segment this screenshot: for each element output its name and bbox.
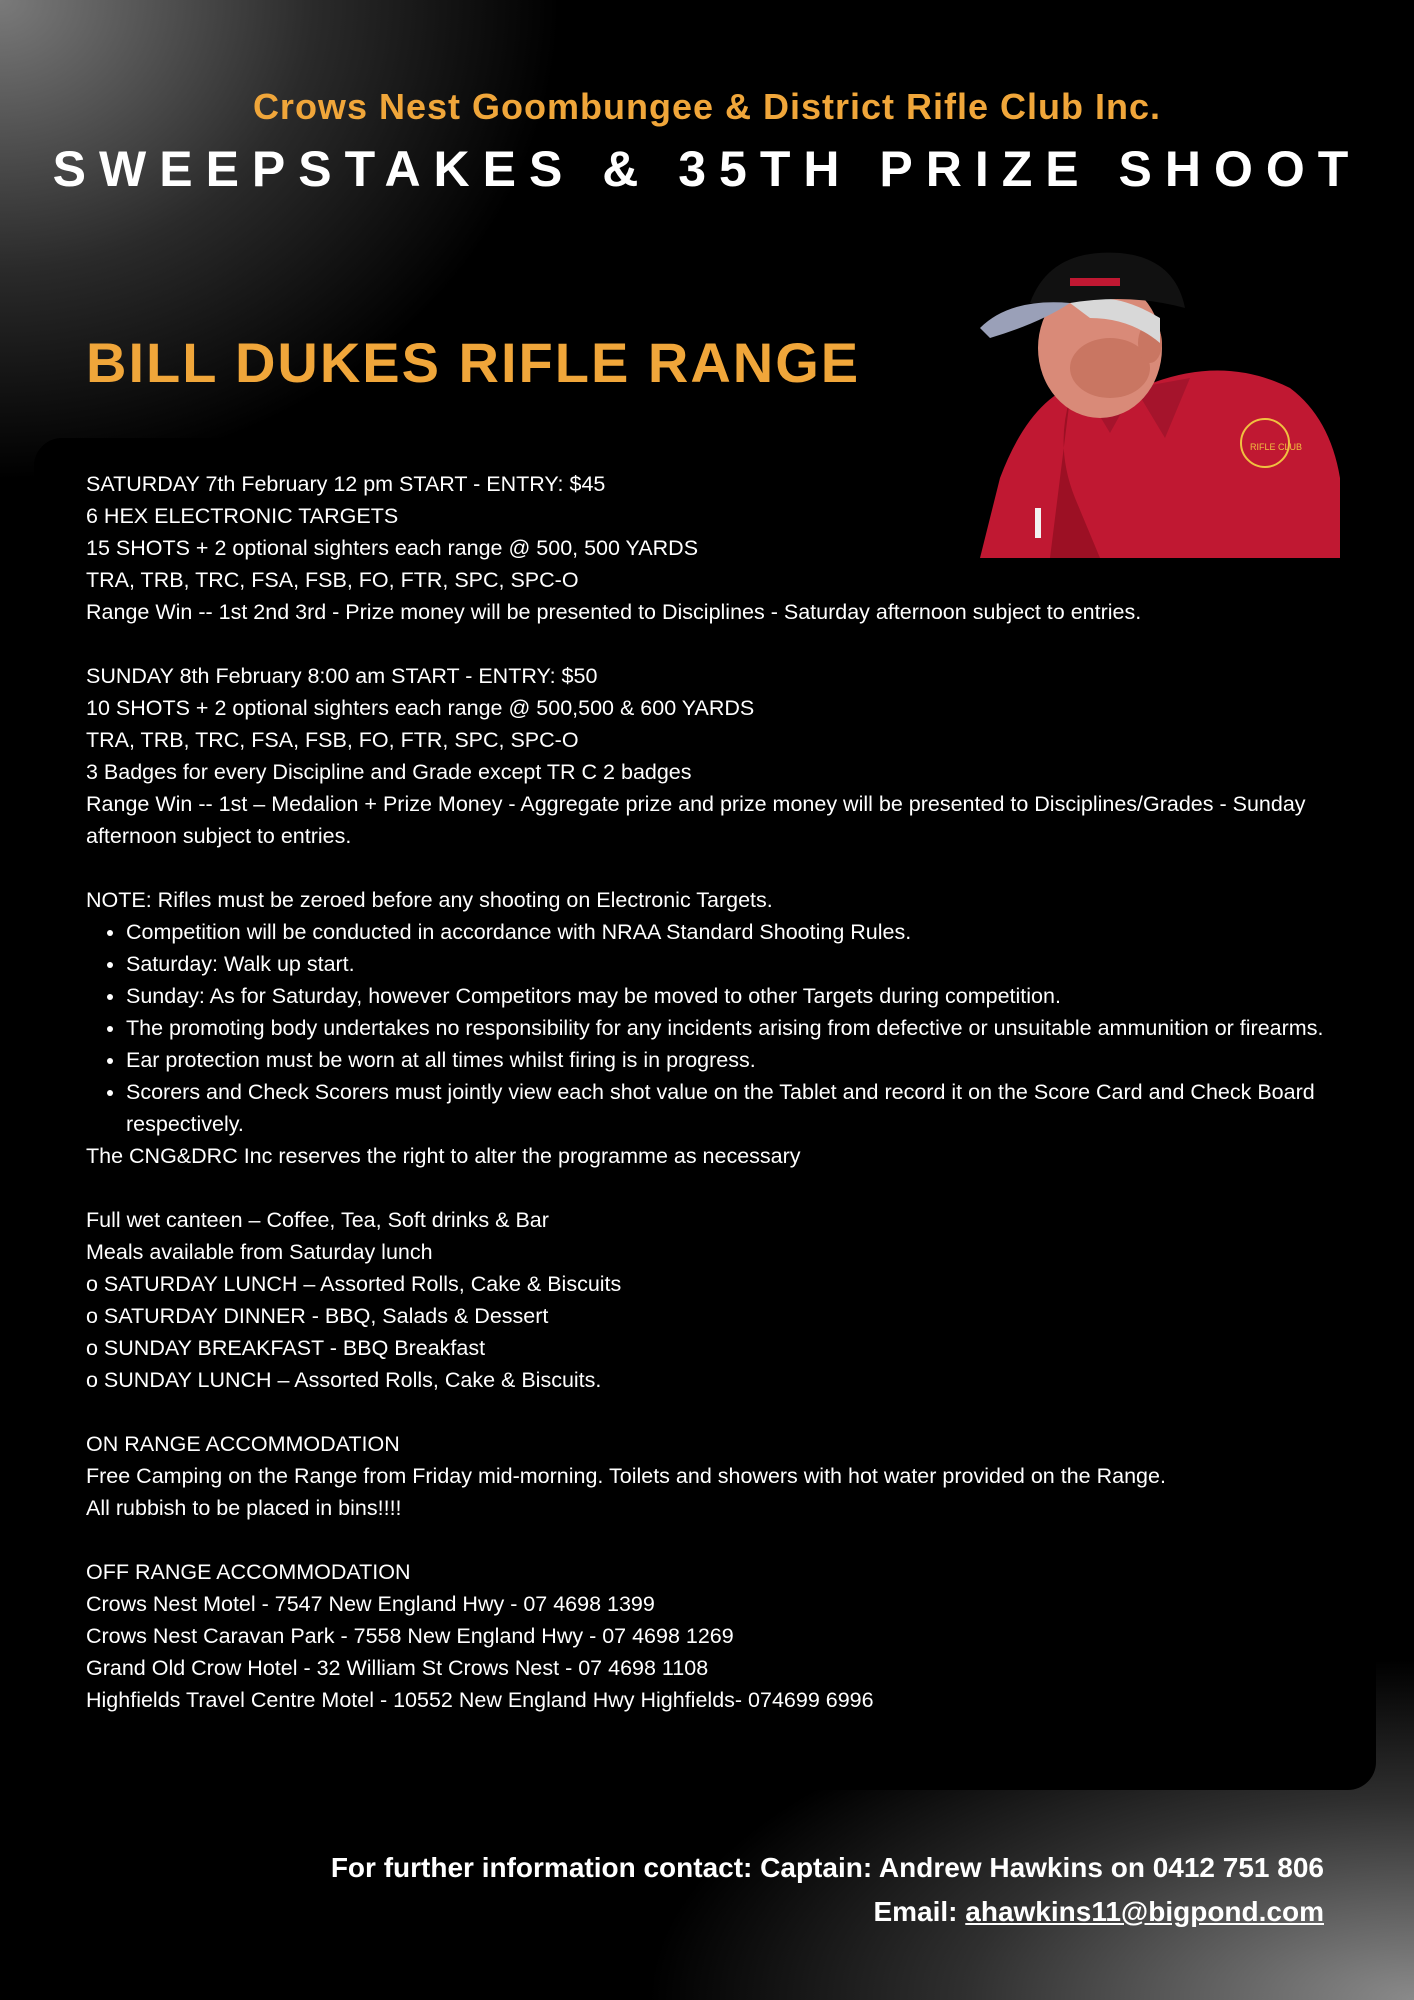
notes-footer: The CNG&DRC Inc reserves the right to alter the programme as necessary [86,1144,801,1168]
on-range-line: Free Camping on the Range from Friday mid-morning. Toilets and showers with hot water provided on the Range. [86,1464,1166,1488]
saturday-line: Range Win -- 1st 2nd 3rd - Prize money will be presented to Disciplines - Saturday afternoon subject to entries. [86,600,1142,624]
sunday-line: SUNDAY 8th February 8:00 am START - ENTRY: $50 [86,664,598,688]
email-line [331,1890,1324,1934]
canteen-line: Full wet canteen – Coffee, Tea, Soft drinks & Bar [86,1208,549,1232]
canteen-line: Meals available from Saturday lunch [86,1240,433,1264]
canteen-line: o SATURDAY DINNER - BBQ, Salads & Dessert [86,1304,549,1328]
shirt-logo-text: RIFLE CLUB [1250,442,1303,452]
on-range-line: All rubbish to be placed in bins!!!! [86,1496,402,1520]
on-range-heading: ON RANGE ACCOMMODATION [86,1432,400,1456]
sunday-line: TRA, TRB, TRC, FSA, FSB, FO, FTR, SPC, SPC-O [86,728,579,752]
note-item: • The promoting body undertakes no responsibility for any incidents arising from defective or unsuitable ammunition or firearms. [126,1012,1376,1044]
canteen-section [86,1204,1376,1396]
range-name: BILL DUKES RIFLE RANGE [86,331,861,394]
email-label: Email: [873,1896,966,1927]
contact-footer [331,1846,1324,1934]
club-name: Crows Nest Goombungee & District Rifle Club Inc. [252,86,1162,127]
note-item: • Sunday: As for Saturday, however Competitors may be moved to other Targets during competition. [126,980,1376,1012]
note-item: • Scorers and Check Scorers must jointly view each shot value on the Tablet and record it on the Score Card and Check Board respectively. [126,1076,1376,1140]
note-item: • Competition will be conducted in accordance with NRAA Standard Shooting Rules. [126,916,1376,948]
off-range-line: Highfields Travel Centre Motel - 10552 New England Hwy Highfields- 074699 6996 [86,1688,874,1712]
canteen-line: o SATURDAY LUNCH – Assorted Rolls, Cake & Biscuits [86,1272,622,1296]
notes-list [86,916,1376,1140]
off-range-line: Grand Old Crow Hotel - 32 William St Crows Nest - 07 4698 1108 [86,1656,709,1680]
off-range-line: Crows Nest Motel - 7547 New England Hwy - 07 4698 1399 [86,1592,655,1616]
notes-heading: NOTE: Rifles must be zeroed before any shooting on Electronic Targets. [86,888,773,912]
note-item: • Ear protection must be worn at all times whilst firing is in progress. [126,1044,1376,1076]
saturday-line: SATURDAY 7th February 12 pm START - ENTRY: $45 [86,472,606,496]
off-range-heading: OFF RANGE ACCOMMODATION [86,1560,411,1584]
on-range-section [86,1428,1376,1524]
canteen-line: o SUNDAY BREAKFAST - BBQ Breakfast [86,1336,486,1360]
canteen-line: o SUNDAY LUNCH – Assorted Rolls, Cake & Biscuits. [86,1368,602,1392]
saturday-line: TRA, TRB, TRC, FSA, FSB, FO, FTR, SPC, SPC-O [86,568,579,592]
sunday-line: 3 Badges for every Discipline and Grade except TR C 2 badges [86,760,692,784]
off-range-line: Crows Nest Caravan Park - 7558 New England Hwy - 07 4698 1269 [86,1624,734,1648]
notes-section [86,884,1376,1172]
saturday-line: 15 SHOTS + 2 optional sighters each range @ 500, 500 YARDS [86,536,699,560]
event-details [86,468,1376,1716]
event-title: SWEEPSTAKES & 35TH PRIZE SHOOT [52,141,1362,197]
sunday-line: 10 SHOTS + 2 optional sighters each range @ 500,500 & 600 YARDS [86,696,755,720]
saturday-line: 6 HEX ELECTRONIC TARGETS [86,504,399,528]
contact-line: For further information contact: Captain: Andrew Hawkins on 0412 751 806 [330,1852,1324,1883]
off-range-section [86,1556,1376,1716]
saturday-section [86,468,1376,628]
email-link[interactable]: ahawkins11@bigpond.com [965,1896,1324,1927]
sunday-line: Range Win -- 1st – Medalion + Prize Money - Aggregate prize and prize money will be presented to Disciplines/Grades - Sunday afternoon subject to entries. [86,792,1306,848]
sunday-section [86,660,1376,852]
note-item: • Saturday: Walk up start. [126,948,1376,980]
